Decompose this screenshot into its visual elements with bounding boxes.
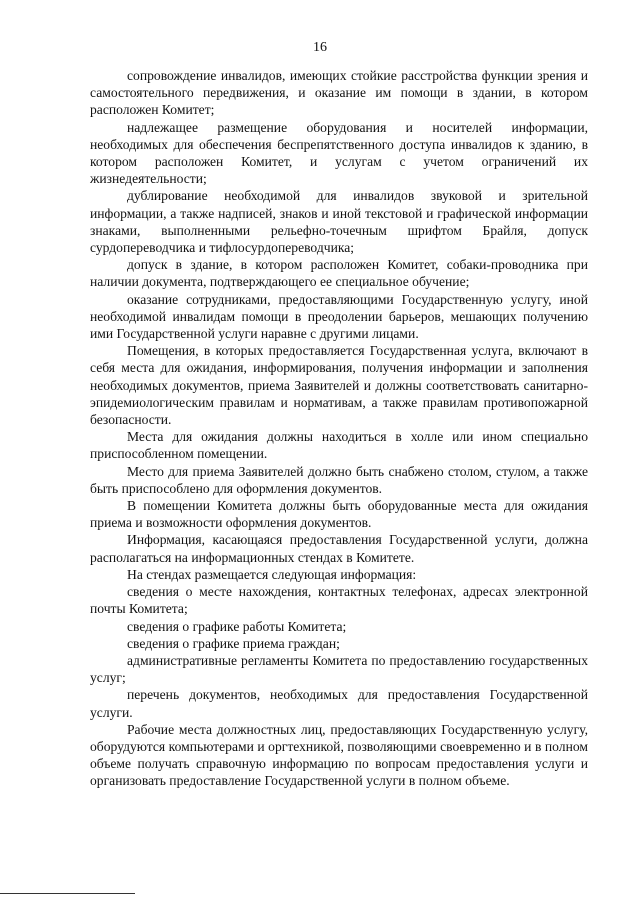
paragraph: Рабочие места должностных лиц, предоставляющих Государственную услугу, оборудуются компьютерами и оргтехникой, позволяющими своевременно и в полном объеме получать справочную информацию по вопросам предоставления услуги и организовать предоставление Государственной услуги в полном объеме.	[90, 721, 588, 789]
paragraph: сведения о графике приема граждан;	[127, 635, 340, 651]
paragraph: надлежащее размещение оборудования и носителей информации, необходимых для обеспечения беспрепятственного доступа инвалидов к зданию, в котором расположен Комитет, и услугам с учетом ограничений их жизнедеятельности;	[90, 119, 588, 187]
paragraph: Информация, касающаяся предоставления Государственной услуги, должна располагаться на информационных стендах в Комитете.	[90, 532, 588, 565]
paragraph: В помещении Комитета должны быть оборудованные места для ожидания приема и возможности оформления документов.	[90, 498, 588, 531]
paragraph: сведения о месте нахождения, контактных телефонах, адресах электронной почты Комитета;	[90, 584, 588, 617]
paragraph: допуск в здание, в котором расположен Комитет, собаки-проводника при наличии документа, подтверждающего ее специальное обучение;	[90, 257, 588, 290]
paragraph: перечень документов, необходимых для предоставления Государственной услуги.	[90, 687, 588, 720]
paragraph: дублирование необходимой для инвалидов звуковой и зрительной информации, а также надписей, знаков и иной текстовой и графической информации знаками, выполненными рельефно-точечным шрифтом Брайля, допуск сурдопереводчика и тифлосурдопереводчика;	[90, 188, 588, 256]
footer-rule	[0, 893, 135, 894]
paragraph: Место для приема Заявителей должно быть снабжено столом, стулом, а также быть приспособлено для оформления документов.	[90, 463, 588, 496]
paragraph: Места для ожидания должны находиться в холле или ином специально приспособленном помещении.	[90, 429, 588, 462]
paragraph: сопровождение инвалидов, имеющих стойкие расстройства функции зрения и самостоятельного передвижения, и оказание им помощи в здании, в котором расположен Комитет;	[90, 68, 588, 118]
document-body	[90, 67, 588, 790]
page-number: 16	[313, 40, 327, 55]
paragraph: Помещения, в которых предоставляется Государственная услуга, включают в себя места для ожидания, информирования, получения информации и заполнения необходимых документов, приема Заявителей и должны соответствовать санитарно-эпидемиологическим правилам и нормативам, а также правилам противопожарной безопасности.	[90, 343, 588, 428]
paragraph: сведения о графике работы Комитета;	[127, 618, 347, 634]
paragraph: На стендах размещается следующая информация:	[127, 566, 417, 582]
paragraph: оказание сотрудниками, предоставляющими Государственную услугу, иной необходимой инвалидам помощи в преодолении барьеров, мешающих получению ими Государственной услуги наравне с другими лицами.	[90, 291, 588, 342]
paragraph: административные регламенты Комитета по предоставлению государственных услуг;	[90, 652, 588, 686]
